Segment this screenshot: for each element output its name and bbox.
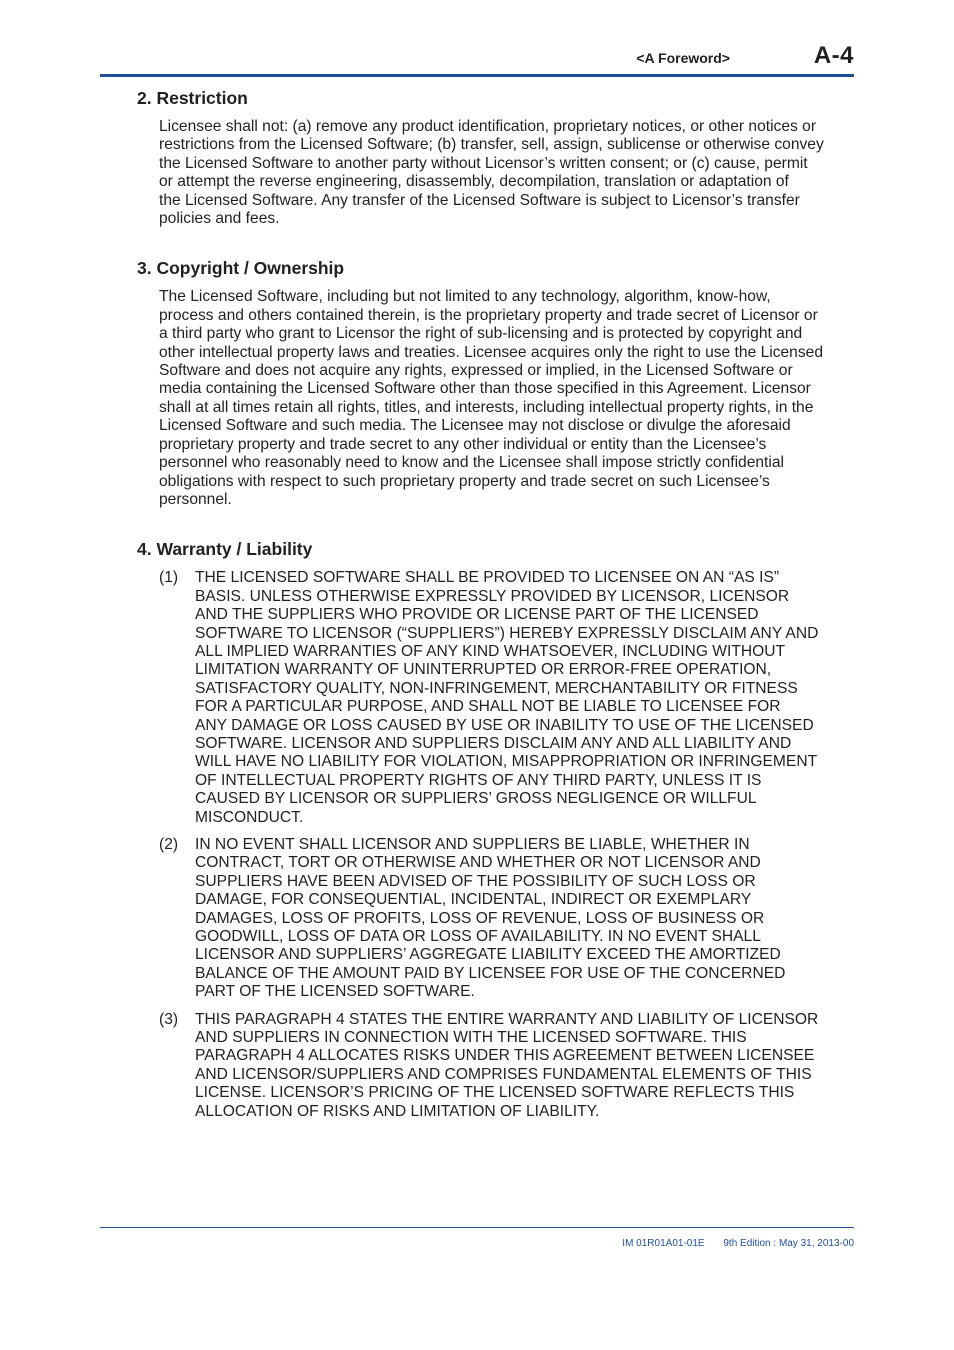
list-item-text: THE LICENSED SOFTWARE SHALL BE PROVIDED TO LICENSEE ON AN “AS IS” BASIS. UNLESS OTHERWISE EXPRESSLY PROVIDED BY LICENSOR, LICENSOR AND THE SUPPLIERS WHO PROVIDE OR LICENSE PART OF THE LICENSED SOFTWARE TO LICENSOR (“SUPPLIERS”) HEREBY EXPRESSLY DISCLAIM ANY AND ALL IMPLIED WARRANTIES OF ANY KIND WHATSOEVER, INCLUDING WITHOUT LIMITATION WARRANTY OF UNINTERRUPTED OR ERROR-FREE OPERATION, SATISFACTORY QUALITY, NON-INFRINGEMENT, MERCHANTABILITY OR FITNESS FOR A PARTICULAR PURPOSE, AND SHALL NOT BE LIABLE TO LICENSEE FOR ANY DAMAGE OR LOSS CAUSED BY USE OR INABILITY TO USE OF THE LICENSED SOFTWARE. LICENSOR AND SUPPLIERS DISCLAIM ANY AND ALL LIABILITY AND WILL HAVE NO LIABILITY FOR VIOLATION, MISAPPROPRIATION OR INFRINGEMENT OF INTELLECTUAL PROPERTY RIGHTS OF ANY THIRD PARTY, UNLESS IT IS CAUSED BY LICENSOR OR SUPPLIERS’ GROSS NEGLIGENCE OR WILLFUL MISCONDUCT. xyxy=(195,569,819,826)
section-paragraph: The Licensed Software, including but not limited to any technology, algorithm, know-how, process and others contained therein, is the proprietary property and trade secret of Licensor or a third party who grant to Licensor the right of sub-licensing and is protected by copyright and other intellectual property laws and treaties. Licensee acquires only the right to use the Licensed Software and does not acquire any rights, expressed or implied, in the Licensed Software or media containing the Licensed Software other than those specified in this Agreement. Licensor shall at all times retain all rights, titles, and interests, including intellectual property rights, in the Licensed Software and such media. The Licensee may not disclose or divulge the aforesaid proprietary property and trade secret to any other individual or entity than the Licensee’s personnel who reasonably need to know and the Licensee shall impose strictly confidential obligations with respect to such proprietary property and trade secret on such Licensee’s personnel. xyxy=(159,288,823,508)
footer-divider xyxy=(100,1227,854,1228)
section-heading: 4. Warranty / Liability xyxy=(137,539,313,560)
page-footer xyxy=(622,1238,854,1249)
page-content xyxy=(137,86,855,1121)
section-copyright-ownership xyxy=(137,256,855,509)
section-heading: 2. Restriction xyxy=(137,88,248,108)
list-item-text: THIS PARAGRAPH 4 STATES THE ENTIRE WARRANTY AND LIABILITY OF LICENSOR AND SUPPLIERS IN CONNECTION WITH THE LICENSED SOFTWARE. THIS PARAGRAPH 4 ALLOCATES RISKS UNDER THIS AGREEMENT BETWEEN LICENSEE AND LICENSOR/SUPPLIERS AND COMPRISES FUNDAMENTAL ELEMENTS OF THIS LICENSE. LICENSOR’S PRICING OF THE LICENSED SOFTWARE REFLECTS THIS ALLOCATION OF RISKS AND LIMITATION OF LIABILITY. xyxy=(195,1010,819,1120)
list-item xyxy=(159,836,855,1002)
page-header xyxy=(100,42,854,76)
list-item-text: IN NO EVENT SHALL LICENSOR AND SUPPLIERS BE LIABLE, WHETHER IN CONTRACT, TORT OR OTHERWISE AND WHETHER OR NOT LICENSOR AND SUPPLIERS HAVE BEEN ADVISED OF THE POSSIBILITY OF SUCH LOSS OR DAMAGE, FOR CONSEQUENTIAL, INCIDENTAL, INDIRECT OR EXEMPLARY DAMAGES, LOSS OF PROFITS, LOSS OF REVENUE, LOSS OF BUSINESS OR GOODWILL, LOSS OF DATA OR LOSS OF AVAILABILITY. IN NO EVENT SHALL LICENSOR AND SUPPLIERS’ AGGREGATE LIABILITY EXCEED THE AMORTIZED BALANCE OF THE AMOUNT PAID BY LICENSEE FOR USE OF THE CONCERNED PART OF THE LICENSED SOFTWARE. xyxy=(195,836,786,1001)
list-item-number: (1) xyxy=(159,569,179,587)
list-item-number: (2) xyxy=(159,836,179,853)
section-warranty-liability xyxy=(137,537,855,1121)
section-paragraph: Licensee shall not: (a) remove any product identification, proprietary notices, or other notices or restrictions from the Licensed Software; (b) transfer, sell, assign, sublicense or otherwise convey the Licensed Software to another party without Licensor’s written consent; or (c) cause, permit or attempt the reverse engineering, disassembly, decompilation, translation or adaptation of the Licensed Software. Any transfer of the Licensed Software is subject to Licensor’s transfer policies and fees. xyxy=(159,118,824,228)
list-item xyxy=(159,1011,855,1121)
header-divider xyxy=(100,74,854,77)
header-page-number: A-4 xyxy=(813,42,854,69)
footer-edition: 9th Edition : May 31, 2013-00 xyxy=(723,1238,854,1249)
footer-document-id: IM 01R01A01-01E xyxy=(622,1238,705,1249)
list-item xyxy=(159,569,855,827)
list-item-number: (3) xyxy=(159,1010,179,1028)
section-restriction xyxy=(137,86,855,228)
header-section-title: <A Foreword> xyxy=(636,50,730,66)
section-heading: 3. Copyright / Ownership xyxy=(137,258,345,279)
numbered-list xyxy=(137,569,855,1121)
